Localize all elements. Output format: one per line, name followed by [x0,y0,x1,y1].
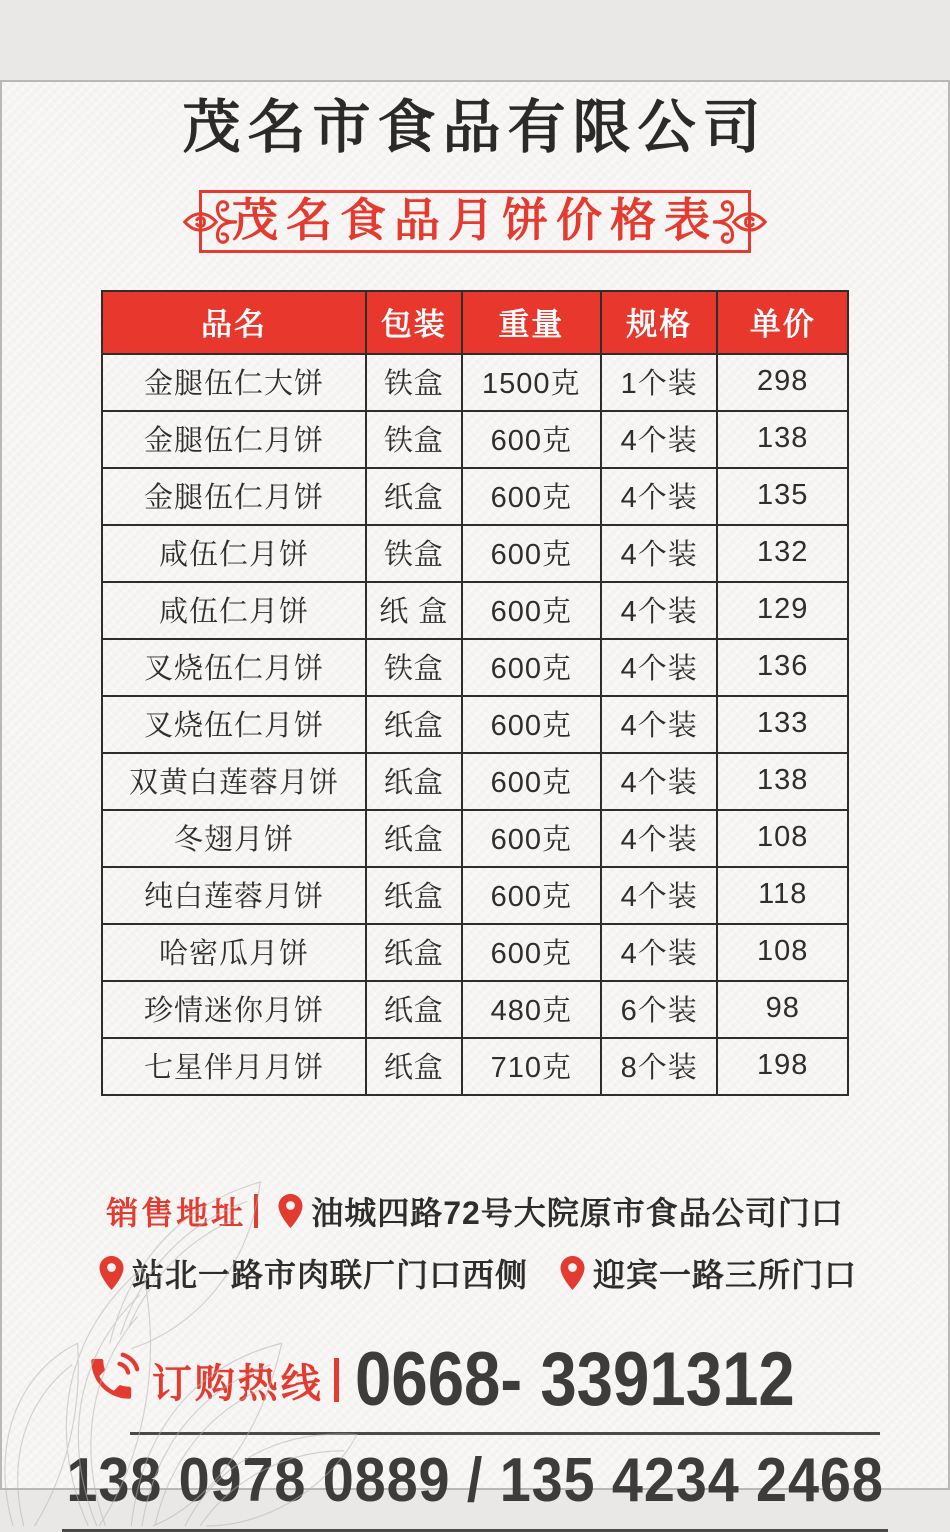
scroll-ornament-right-icon [704,193,778,251]
poster-page [0,80,950,1516]
table-cell: 金腿伍仁月饼 [102,411,366,468]
table-cell: 118 [717,867,848,924]
table-cell: 6个装 [601,981,717,1038]
phone-handset-icon [84,1352,140,1408]
address-block [0,1188,950,1296]
table-cell: 600克 [462,810,602,867]
table-cell: 珍情迷你月饼 [102,981,366,1038]
table-cell: 纸盒 [366,468,461,525]
address-text: 站北一路市肉联厂门口西侧 [131,1257,528,1294]
table-cell: 纸盒 [366,1038,461,1095]
table-cell: 108 [717,810,848,867]
table-cell: 纸盒 [366,753,461,810]
table-row [102,867,848,924]
table-cell: 纸盒 [366,696,461,753]
table-cell: 600克 [462,582,602,639]
table-row [102,354,848,411]
label-divider [254,1194,258,1228]
price-table [101,290,849,1096]
table-row [102,525,848,582]
table-row [102,753,848,810]
address-text: 迎宾一路三所门口 [593,1257,858,1294]
hotline-block [0,1337,950,1423]
table-row [102,468,848,525]
table-row [102,582,848,639]
table-cell: 108 [717,924,848,981]
table-cell: 4个装 [601,525,717,582]
table-cell: 4个装 [601,411,717,468]
table-cell: 4个装 [601,924,717,981]
table-cell: 铁盒 [366,639,461,696]
table-cell: 8个装 [601,1038,717,1095]
table-cell: 600克 [462,468,602,525]
table-cell: 600克 [462,411,602,468]
table-cell: 298 [717,354,848,411]
table-cell: 1个装 [601,354,717,411]
table-cell: 叉烧伍仁月饼 [102,696,366,753]
table-cell: 138 [717,411,848,468]
table-cell: 198 [717,1038,848,1095]
table-cell: 136 [717,639,848,696]
table-cell: 纸盒 [366,810,461,867]
table-cell: 4个装 [601,810,717,867]
table-cell: 129 [717,582,848,639]
subtitle-text: 茂名食品月饼价格表 [232,194,718,246]
column-header: 规格 [601,291,717,354]
table-cell: 600克 [462,753,602,810]
table-cell: 纸盒 [366,924,461,981]
company-title: 茂名市食品有限公司 [182,95,768,160]
table-row [102,639,848,696]
column-header: 品名 [102,291,366,354]
table-cell: 710克 [462,1038,602,1095]
table-cell: 铁盒 [366,525,461,582]
table-cell: 4个装 [601,582,717,639]
map-pin-icon [560,1256,585,1290]
table-cell: 咸伍仁月饼 [102,525,366,582]
table-cell: 4个装 [601,696,717,753]
table-cell: 600克 [462,696,602,753]
table-cell: 4个装 [601,468,717,525]
table-cell: 600克 [462,525,602,582]
table-cell: 98 [717,981,848,1038]
table-cell: 4个装 [601,753,717,810]
hotline-number-secondary: 138 0978 0889 / 135 4234 2468 [66,1446,884,1516]
table-cell: 金腿伍仁月饼 [102,468,366,525]
subtitle-frame [199,190,751,253]
address-text: 油城四路72号大院原市食品公司门口 [311,1195,844,1232]
table-cell: 哈密瓜月饼 [102,924,366,981]
address-line-1 [0,1188,950,1234]
divider-rule [62,1529,888,1532]
table-cell: 480克 [462,981,602,1038]
subtitle-banner [0,190,950,253]
hotline-number-main: 0668- 3391312 [354,1337,795,1423]
table-cell: 纸 盒 [366,582,461,639]
table-row [102,924,848,981]
divider-rule [130,1432,880,1435]
table-cell: 双黄白莲蓉月饼 [102,753,366,810]
table-cell: 冬翅月饼 [102,810,366,867]
table-row [102,981,848,1038]
table-cell: 七星伴月月饼 [102,1038,366,1095]
table-cell: 纸盒 [366,867,461,924]
table-cell: 铁盒 [366,411,461,468]
table-cell: 135 [717,468,848,525]
table-cell: 133 [717,696,848,753]
table-cell: 纯白莲蓉月饼 [102,867,366,924]
table-cell: 600克 [462,639,602,696]
table-cell: 叉烧伍仁月饼 [102,639,366,696]
table-cell: 600克 [462,867,602,924]
table-cell: 1500克 [462,354,602,411]
table-cell: 4个装 [601,867,717,924]
table-cell: 咸伍仁月饼 [102,582,366,639]
map-pin-icon [278,1194,303,1228]
address-label: 销售地址 [106,1195,247,1232]
scroll-ornament-left-icon [172,193,246,251]
column-header: 单价 [717,291,848,354]
table-cell: 138 [717,753,848,810]
table-cell: 600克 [462,924,602,981]
table-row [102,696,848,753]
table-body [102,354,848,1095]
table-cell: 4个装 [601,639,717,696]
table-cell: 铁盒 [366,354,461,411]
table-header-row [102,291,848,354]
table-cell: 金腿伍仁大饼 [102,354,366,411]
hotline-label: 订购热线 [151,1361,324,1406]
column-header: 重量 [462,291,602,354]
column-header: 包装 [366,291,461,354]
address-line-2 [0,1250,950,1296]
table-cell: 132 [717,525,848,582]
table-cell: 纸盒 [366,981,461,1038]
table-row [102,1038,848,1095]
table-row [102,411,848,468]
label-divider [334,1358,339,1402]
table-row [102,810,848,867]
map-pin-icon [99,1256,124,1290]
